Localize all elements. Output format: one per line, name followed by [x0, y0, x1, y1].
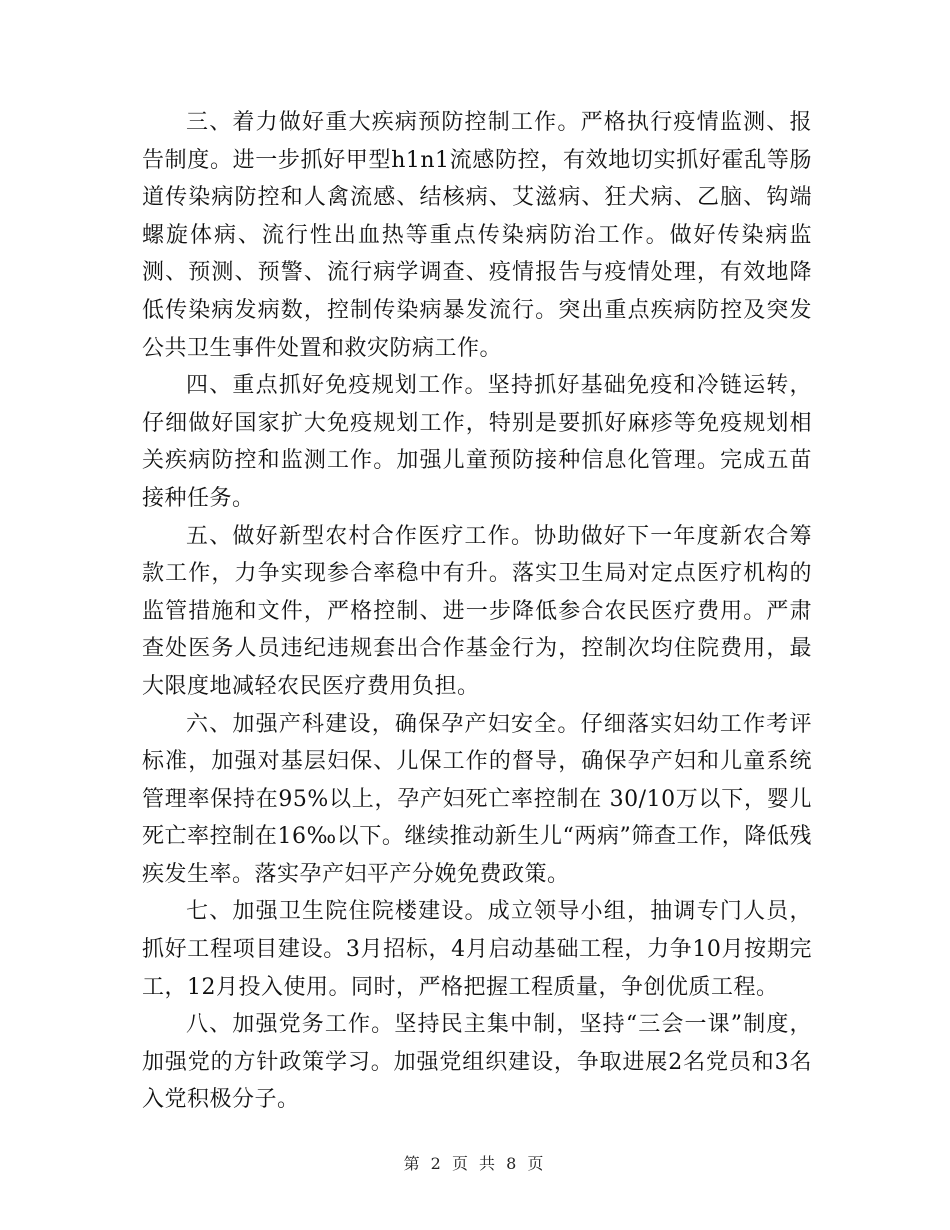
page-number-footer: 第 2 页 共 8 页 — [403, 1154, 547, 1173]
paragraph-rural-cooperative-medical: 五、做好新型农村合作医疗工作。协助做好下一年度新农合筹款工作，力争实现参合率稳中有升。落实卫生局对定点医疗机构的监管措施和文件，严格控制、进一步降低参合农民医疗费用。严肃查处医务人员违纪违规套出合作基金行为，控制次均住院费用，最大限度地减轻农民医疗费用负担。 — [142, 523, 812, 699]
paragraph-immunization: 四、重点抓好免疫规划工作。坚持抓好基础免疫和冷链运转，仔细做好国家扩大免疫规划工作，特别是要抓好麻疹等免疫规划相关疾病防控和监测工作。加强儿童预防接种信息化管理。完成五苗接种任务。 — [142, 373, 812, 511]
paragraph-disease-control: 三、着力做好重大疾病预防控制工作。严格执行疫情监测、报告制度。进一步抓好甲型h1n1流感防控，有效地切实抓好霍乱等肠道传染病防控和人禽流感、结核病、艾滋病、狂犬病、乙脑、钩端螺旋体病、流行性出血热等重点传染病防治工作。做好传染病监测、预测、预警、流行病学调查、疫情报告与疫情处理，有效地降低传染病发病数，控制传染病暴发流行。突出重点疾病防控及突发公共卫生事件处置和救灾防病工作。 — [142, 110, 812, 361]
paragraph-obstetrics: 六、加强产科建设，确保孕产妇安全。仔细落实妇幼工作考评标准，加强对基层妇保、儿保工作的督导，确保孕产妇和儿童系统管理率保持在95%以上，孕产妇死亡率控制在 30/10万以下，婴儿死亡率控制在16‰以下。继续推动新生儿“两病”筛查工作，降低残疾发生率。落实孕产妇平产分娩免费政策。 — [142, 711, 812, 887]
paragraph-inpatient-building: 七、加强卫生院住院楼建设。成立领导小组，抽调专门人员，抓好工程项目建设。3月招标，4月启动基础工程，力争10月按期完工，12月投入使用。同时，严格把握工程质量，争创优质工程。 — [142, 899, 812, 1000]
paragraph-party-affairs: 八、加强党务工作。坚持民主集中制，坚持“三会一课”制度，加强党的方针政策学习。加强党组织建设，争取进展2名党员和3名入党积极分子。 — [142, 1012, 812, 1113]
document-body — [142, 104, 812, 1119]
